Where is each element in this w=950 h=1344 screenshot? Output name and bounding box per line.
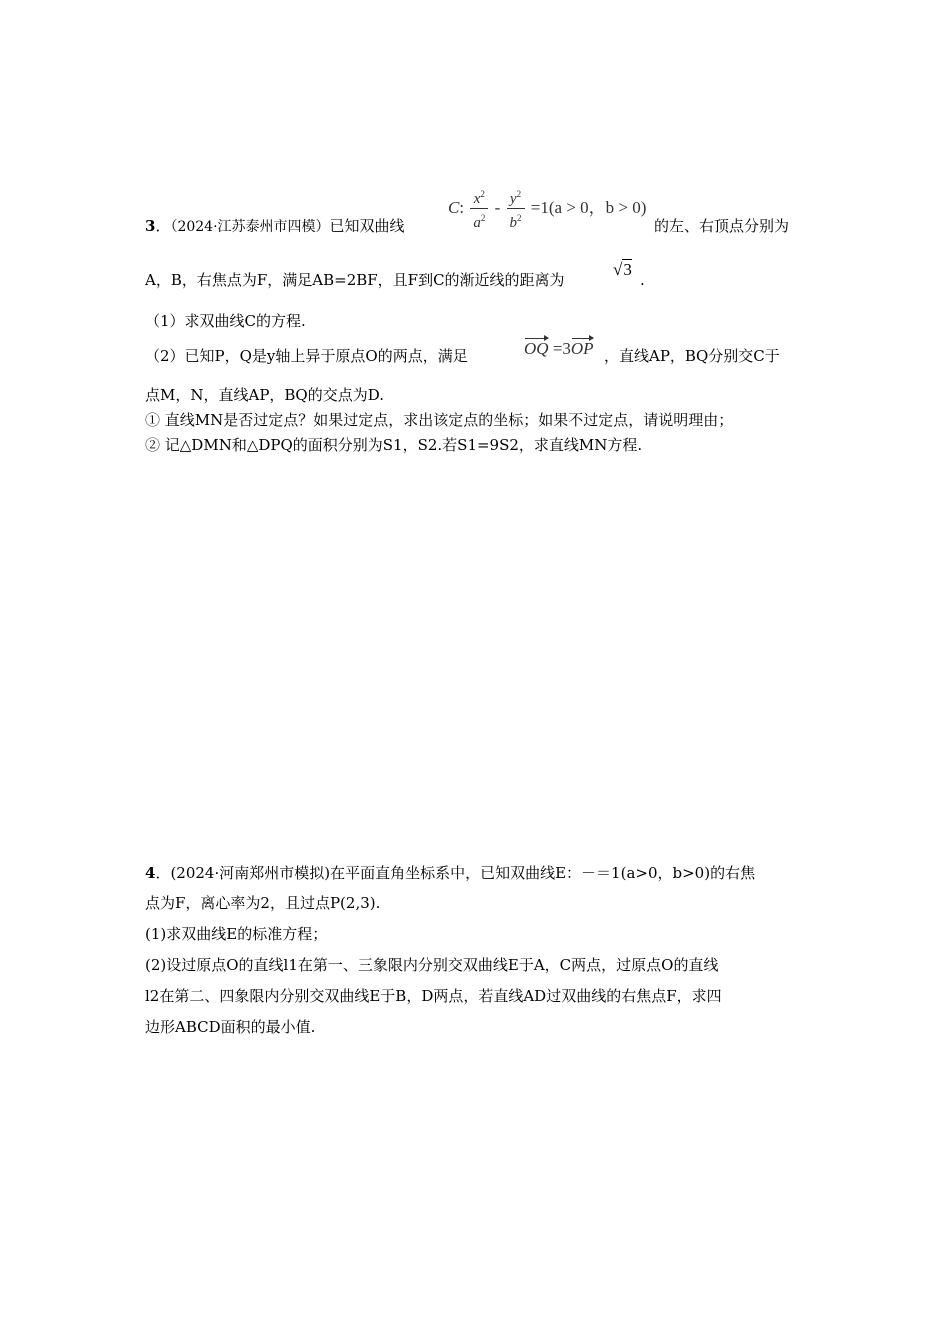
q3-line1: 3．（2024·江苏泰州市四模）已知双曲线: [145, 217, 405, 235]
q3-source: （2024·江苏泰州市四模）: [170, 219, 330, 235]
q3-part2a-tail: ，直线AP，BQ分别交C于: [604, 347, 780, 365]
fraction-x2-a2: $\frac{x^2}{a^2}$: [470, 186, 488, 232]
q4-part2c: 边形ABCD面积的最小值.: [145, 1018, 316, 1036]
q3-line2: A，B，右焦点为F，满足AB=2BF，且F到C的渐近线的距离为: [145, 271, 565, 289]
q3-sub1: ① 直线MN是否过定点？如果过定点，求出该定点的坐标；如果不过定点，请说明理由；: [145, 411, 734, 429]
vector-OQ: OQ: [524, 339, 549, 358]
q3-sub2: ② 记△DMN和△DPQ的面积分别为S1，S2.若S1=9S2，求直线MN方程.: [145, 436, 643, 454]
sqrt-3: √3: [613, 260, 632, 279]
vector-equation: OQ =3OP: [524, 339, 594, 358]
fraction-y2-b2: $\frac{y^2}{b^2}$: [507, 186, 525, 232]
q3-part2b: 点M，N，直线AP，BQ的交点为D.: [145, 386, 384, 404]
q3-part1: （1）求双曲线C的方程.: [145, 312, 306, 330]
q3-number: 3: [145, 217, 156, 235]
q4-part2b: l2在第二、四象限内分别交双曲线E于B，D两点，若直线AD过双曲线的右焦点F，求四: [145, 987, 722, 1005]
q4-line1: 4．(2024·河南郑州市模拟)在平面直角坐标系中，已知双曲线E：－＝1(a>0，b>0)的右焦: [145, 864, 756, 882]
q4-line2: 点为F，离心率为2，且过点P(2,3).: [145, 894, 381, 912]
q3-line1-tail: 的左、右顶点分别为: [654, 217, 790, 235]
q4-part2a: (2)设过原点O的直线l1在第一、三象限内分别交双曲线E于A，C两点，过原点O的直线: [145, 956, 719, 974]
q4-part1: (1)求双曲线E的标准方程；: [145, 925, 328, 943]
q3-line2-end: .: [640, 271, 645, 289]
q4-number: 4: [145, 864, 156, 882]
q3-intro: 已知双曲线: [329, 217, 405, 235]
hyperbola-condition: (a > 0，b > 0): [548, 197, 647, 217]
vector-OP: OP: [570, 339, 594, 358]
hyperbola-formula: C: $\frac{x^2}{a^2}$ - $\frac{y^2}{b^2}$ =1(a > 0，b > 0): [448, 186, 646, 232]
q3-part2a: （2）已知P，Q是y轴上异于原点O的两点，满足: [145, 347, 468, 365]
